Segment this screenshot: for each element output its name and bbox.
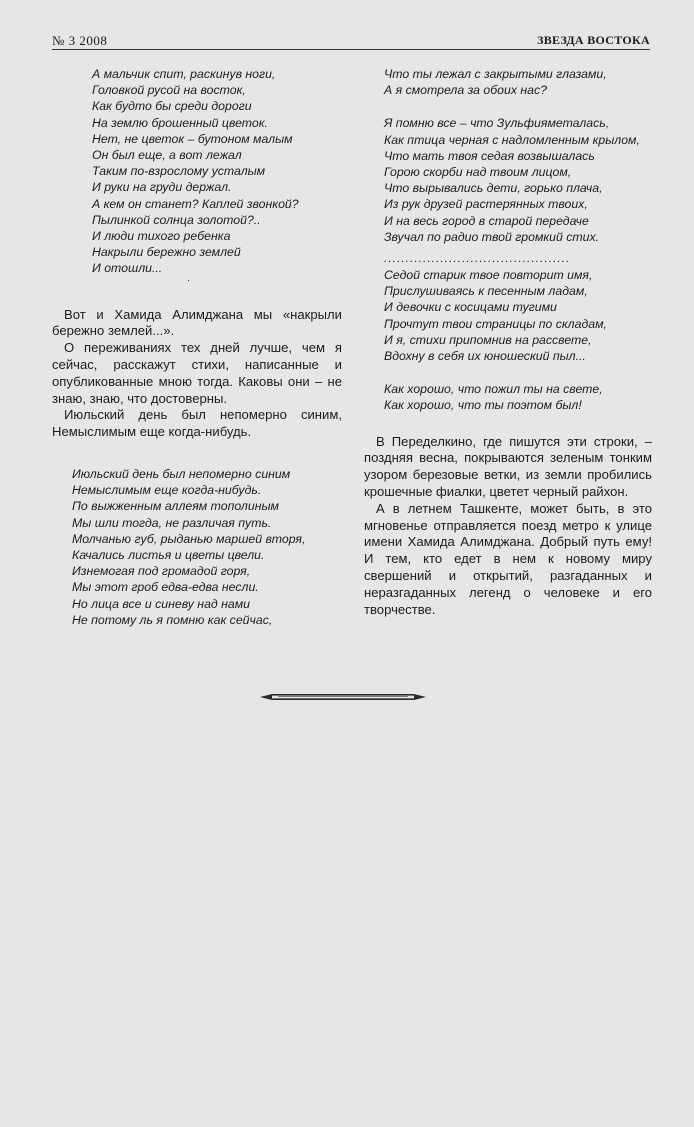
poem-line: Я помню все – что Зульфияметалась, [384, 116, 610, 131]
poem-line: Он был еще, а вот лежал [92, 148, 242, 163]
running-header [52, 33, 650, 50]
poem-line: Вдохну в себя их юношеский пыл... [384, 349, 586, 364]
poem-line: На землю брошенный цветок. [92, 115, 268, 130]
poem-line: Прочтут твои страницы по складам, [384, 316, 607, 331]
poem-line: И девочки с косицами тугими [384, 300, 557, 315]
poem-line: Как хорошо, что ты поэтом был! [384, 398, 582, 413]
poem-line: Нет, не цветок – бутоном малым [92, 131, 293, 146]
poem-line: И я, стихи припомнив на рассвете, [384, 332, 592, 347]
prose-block [364, 434, 652, 619]
poem-line: Накрыли бережно землей [92, 245, 241, 260]
right-column [364, 66, 652, 618]
poem-line: По выжженным аллеям тополиным [72, 499, 279, 514]
poem-line: Прислушиваясь к песенным ладам, [384, 284, 588, 299]
poem-line: Головкой русой на восток, [92, 83, 246, 98]
poem-line: Мы этот гроб едва-едва несли. [72, 580, 259, 595]
poem-ellipsis [364, 251, 652, 265]
omission-dots: ........................................... [384, 251, 571, 266]
prose-block [52, 307, 342, 441]
poem-stanza [364, 381, 652, 413]
poem-stanza [364, 66, 652, 98]
poem-line: Июльский день был непомерно синим [72, 467, 291, 482]
paragraph: В Переделкино, где пишутся эти строки, – поздняя весна, покрываются зеленым тонким узором березовые ветки, из земли пробились крошечные фиалки, цветет черный райхон. [364, 433, 652, 500]
poem-stanza [364, 267, 652, 364]
poem-line: Седой старик твое повторит имя, [384, 268, 593, 283]
poem-line: И отошли... [92, 261, 163, 276]
poem-line: Немыслимым еще когда-нибудь. [72, 483, 262, 498]
stanza-mark: · [187, 274, 191, 286]
poem-line: Звучал по радио твой громкий стих. [384, 229, 600, 244]
poem-line: Таким по-взрослому усталым [92, 164, 266, 179]
poem-line: Что мать твоя седая возвышалась [384, 148, 595, 163]
paragraph: Июльский день был непомерно синим, Немыслимым еще когда-нибудь. [52, 407, 342, 440]
poem-stanza [364, 115, 652, 245]
poem-line: Изнемогая под громадой горя, [72, 564, 251, 579]
paragraph: А в летнем Ташкенте, может быть, в это мгновенье отправляется поезд метро к улице имени Хамида Алимджана. Добрый путь ему! И тем, кто едет в нем к новому миру свершений и открытий, разгаданных и неразгаданных легенд о человеке и его творчестве. [364, 500, 652, 617]
poem-line: И на весь город в старой передаче [384, 213, 589, 228]
journal-title: ЗВЕЗДА ВОСТОКА [537, 33, 650, 47]
poem-line: А кем он станет? Каплей звонкой? [92, 196, 299, 211]
poem-line: И люди тихого ребенка [92, 229, 231, 244]
poem-stanza [52, 66, 342, 277]
poem-line: Молчанью губ, рыданью маршей вторя, [72, 531, 306, 546]
poem-line: Горою скорби над твоим лицом, [384, 165, 572, 180]
poem-line: А я смотрела за обоих нас? [384, 83, 548, 98]
poem-line: Мы шли тогда, не различая путь. [72, 515, 272, 530]
poem-line: Не потому ль я помню как сейчас, [72, 612, 273, 627]
poem-stanza [52, 466, 342, 628]
paragraph: О переживаниях тех дней лучше, чем я сейчас, расскажут стихи, написанные и опубликованные мною тогда. Каковы они – не знаю, знаю, что достоверны. [52, 340, 342, 406]
paragraph: Вот и Хамида Алимджана мы «накрыли бережно землей...». [52, 306, 342, 339]
poem-line: Как птица черная с надломленным крылом, [384, 132, 640, 147]
poem-line: Качались листья и цветы цвели. [72, 548, 265, 563]
poem-line: Пылинкой солнца золотой?.. [92, 212, 261, 227]
poem-line: Из рук друзей растерянных твоих, [384, 197, 588, 212]
poem-line: Как хорошо, что пожил ты на свете, [384, 382, 603, 397]
left-column [52, 66, 342, 628]
poem-line: Но лица все и синеву над нами [72, 596, 251, 611]
issue-number: № 3 2008 [52, 33, 108, 48]
poem-line: Как будто бы среди дороги [92, 99, 252, 114]
poem-line: Что вырывались дети, горько плача, [384, 181, 603, 196]
poem-line: А мальчик спит, раскинув ноги, [92, 67, 276, 81]
poem-line: Что ты лежал с закрытыми глазами, [384, 67, 607, 81]
poem-line: И руки на груди держал. [92, 180, 232, 195]
section-divider-ornament [258, 690, 428, 704]
